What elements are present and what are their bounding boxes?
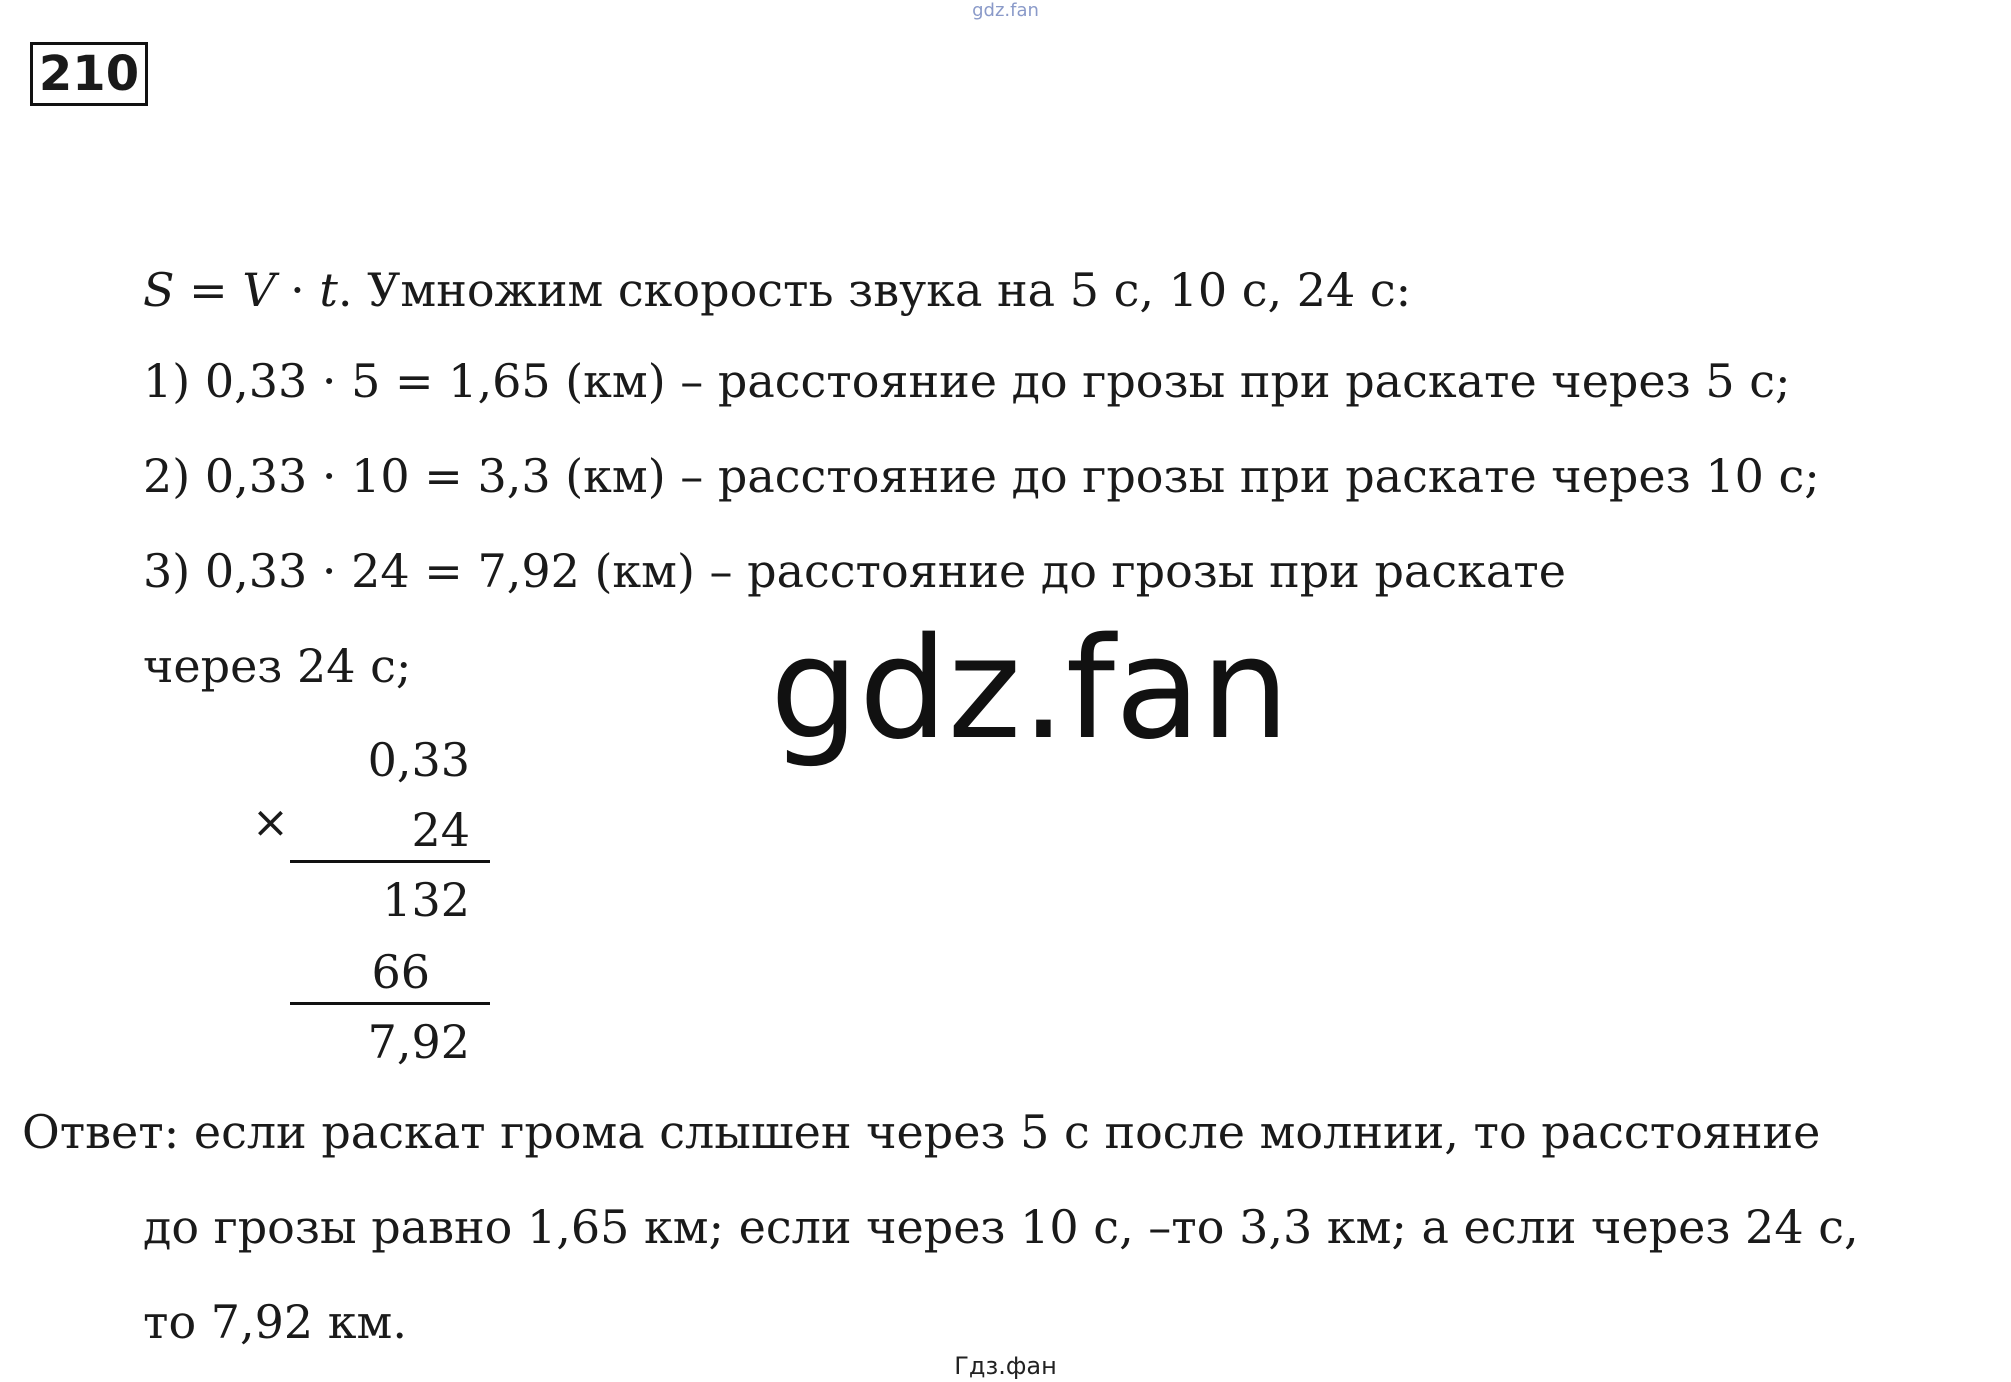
center-watermark: gdz.fan [770, 608, 1290, 771]
multiplicand: 0,33 [367, 733, 470, 787]
formula-line [143, 262, 1411, 318]
step-3-continued: через 24 с; [143, 639, 412, 693]
partial-product-2: 66 [371, 945, 430, 999]
bottom-watermark: Гдз.фан [954, 1352, 1057, 1380]
times-sign: × [252, 797, 289, 848]
multiplication-rule-top [290, 860, 490, 863]
step-3: 3) 0,33 · 24 = 7,92 (км) – расстояние до грозы при раскате [143, 544, 1566, 598]
formula-rest: . Умножим скорость звука на 5 с, 10 с, 24 с: [337, 263, 1412, 317]
formula-eq: = [174, 263, 243, 317]
top-watermark: gdz.fan [972, 0, 1039, 21]
partial-product-1: 132 [382, 873, 470, 927]
problem-number: 210 [30, 42, 148, 106]
formula-t: t [319, 263, 338, 317]
product-result: 7,92 [367, 1015, 470, 1069]
answer-line-2: до грозы равно 1,65 км; если через 10 с, –то 3,3 км; а если через 24 с, [143, 1200, 1859, 1254]
multiplication-rule-bottom [290, 1002, 490, 1005]
multiplier: 24 [411, 803, 470, 857]
step-2: 2) 0,33 · 10 = 3,3 (км) – расстояние до грозы при раскате через 10 с; [143, 449, 1820, 503]
step-1: 1) 0,33 · 5 = 1,65 (км) – расстояние до грозы при раскате через 5 с; [143, 354, 1791, 408]
formula-s: S [143, 263, 175, 317]
formula-v: V [242, 263, 276, 317]
answer-line-1: Ответ: если раскат грома слышен через 5 с после молнии, то расстояние [22, 1105, 1821, 1159]
formula-dot: · [275, 263, 320, 317]
answer-line-3: то 7,92 км. [143, 1295, 407, 1349]
